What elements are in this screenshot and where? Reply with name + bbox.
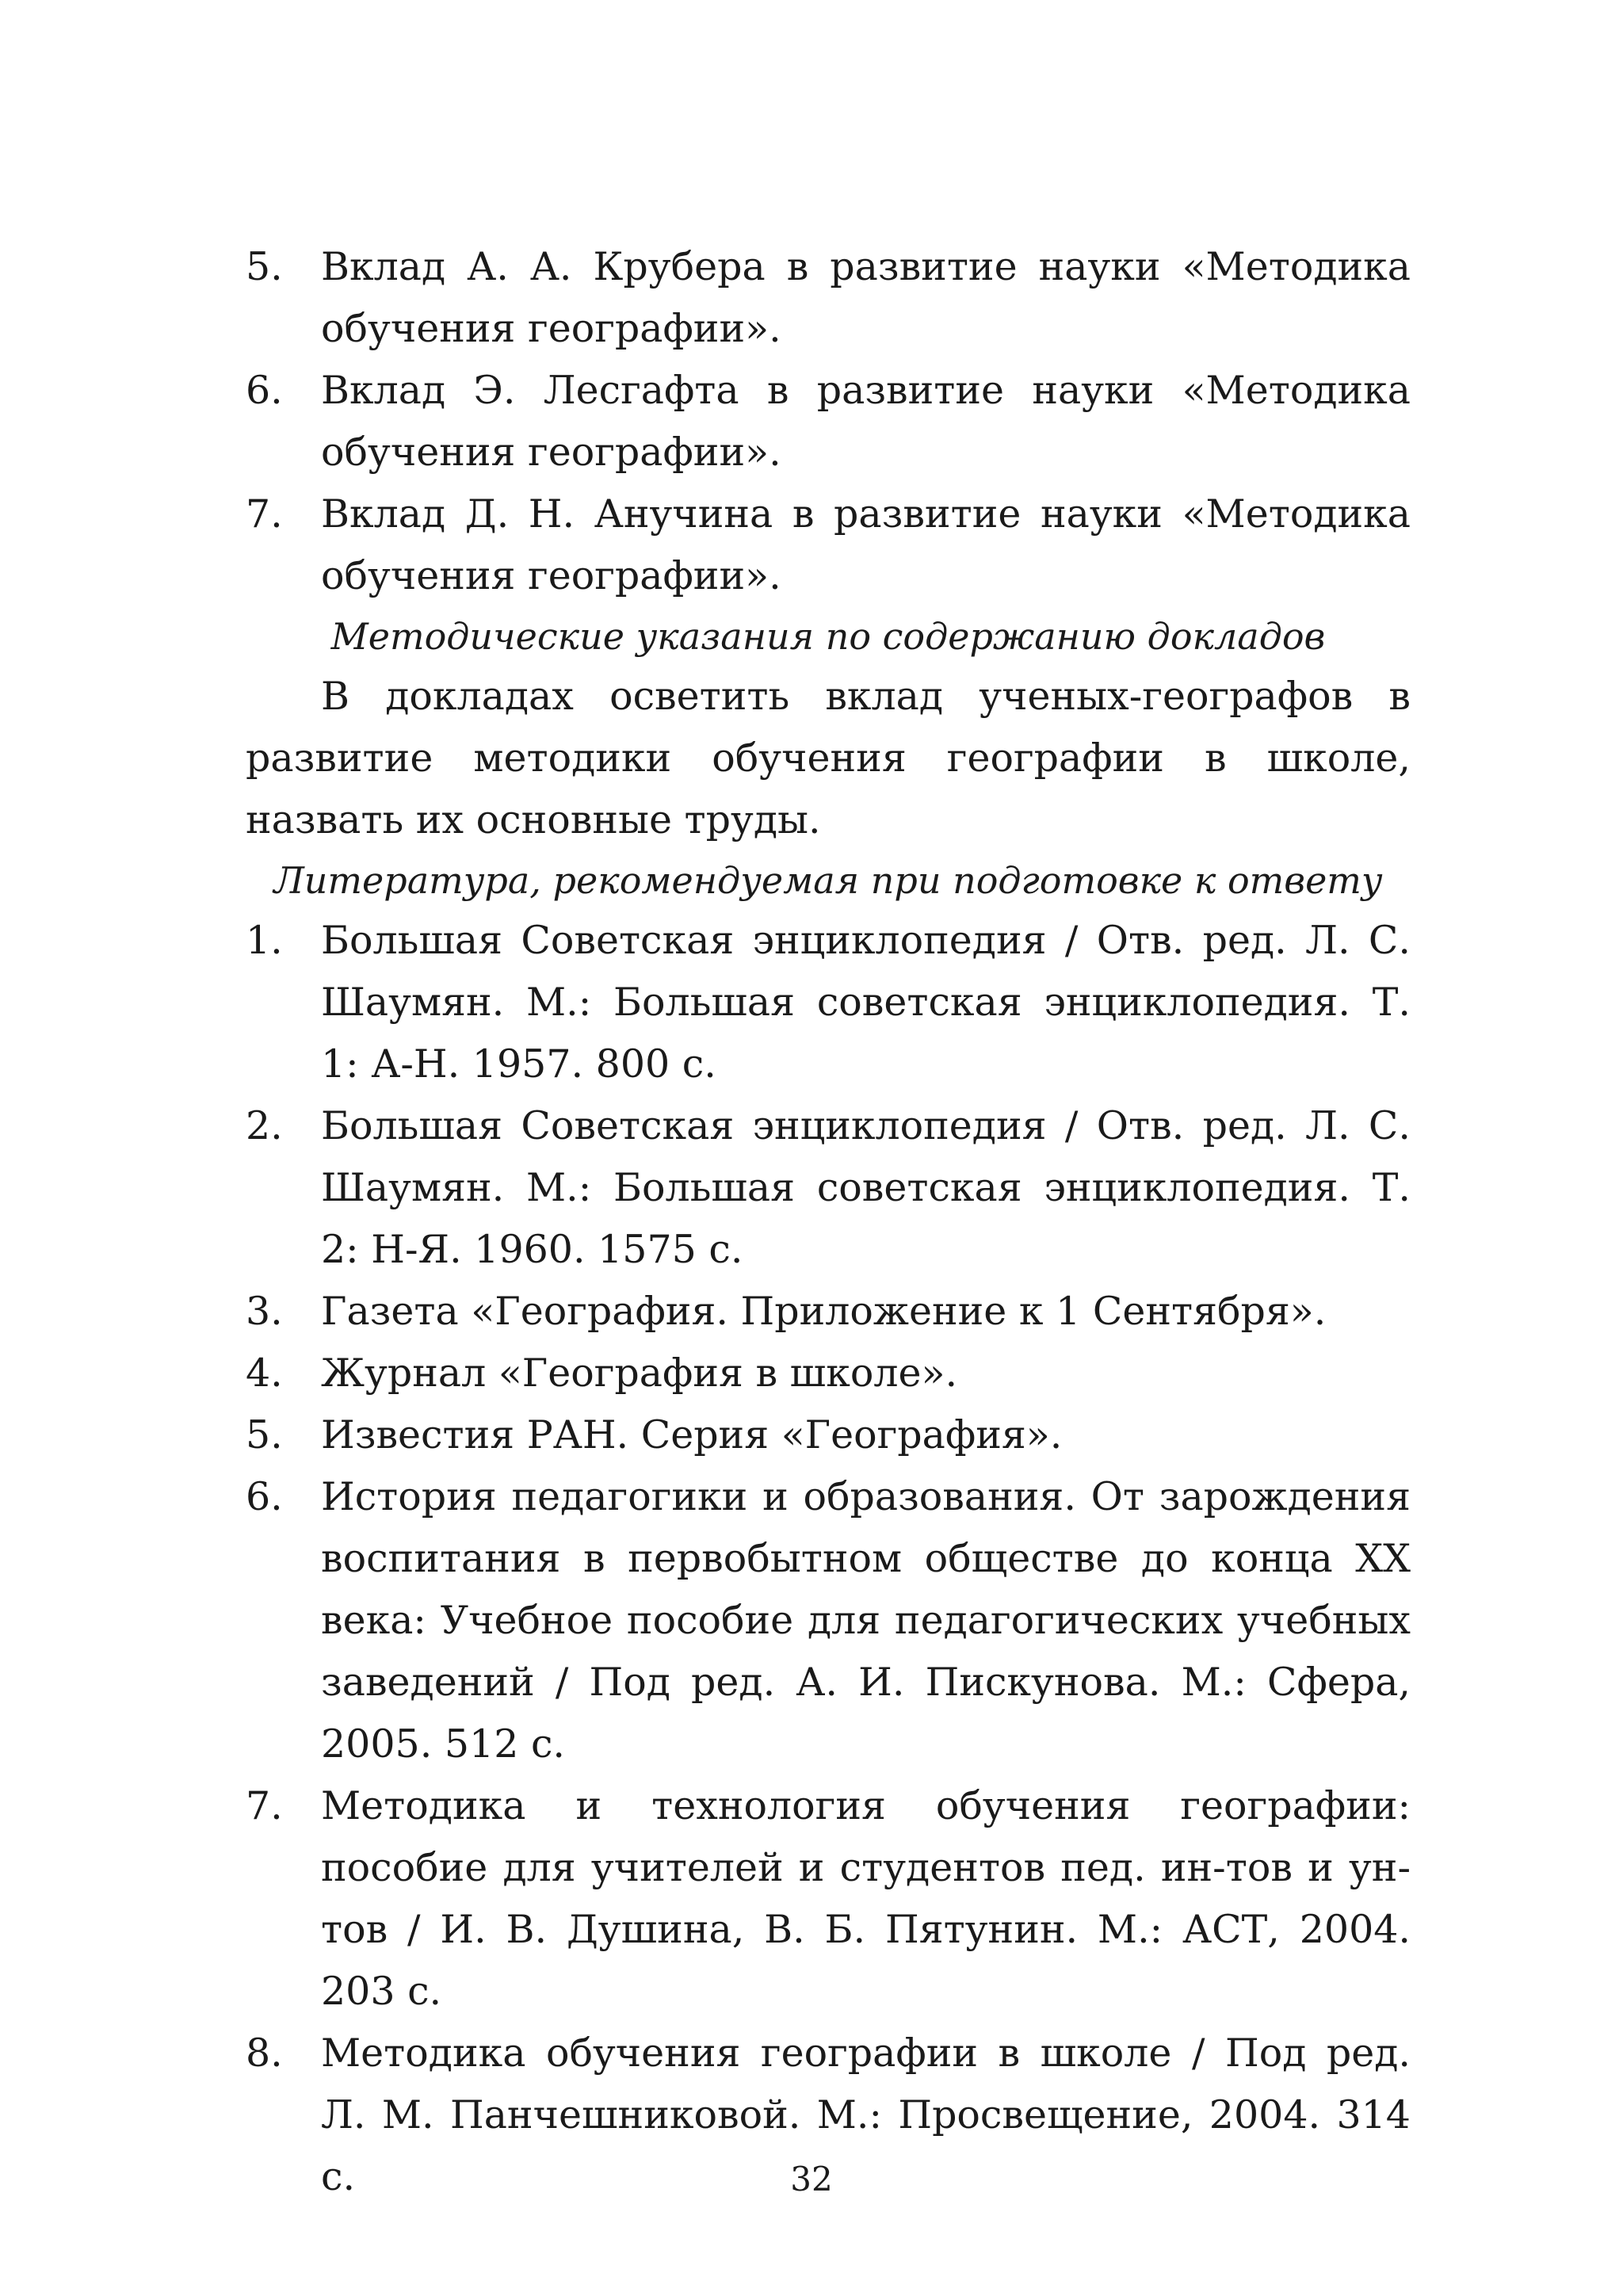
list-item — [246, 1775, 1411, 2023]
list-item-text: История педагогики и образования. От зарождения воспитания в первобытном обществе до конца XX века: Учебное пособие для педагогических учебных заведений / Под ред. А. И. Пискунова. М.: Сфера, 2005. 512 с. — [321, 1474, 1411, 1767]
report-topics-list — [246, 236, 1411, 607]
list-item-text: Методика обучения географии в школе / Под ред. Л. М. Панчешниковой. М.: Просвещение, 2004. 314 с. — [321, 2030, 1411, 2199]
list-item-text: Вклад Э. Лесгафта в развитие науки «Методика обучения географии». — [321, 368, 1411, 475]
guidelines-paragraph: В докладах осветить вклад ученых-географов в развитие методики обучения географии в школе, назвать их основные труды. — [246, 674, 1411, 842]
list-item-number: 7. — [246, 491, 283, 537]
list-item — [246, 1095, 1411, 1281]
list-item-text: Большая Советская энциклопедия / Отв. ред. Л. С. Шаумян. М.: Большая советская энциклопедия. Т. 1: А-Н. 1957. 800 с. — [321, 918, 1411, 1087]
list-item — [246, 236, 1411, 360]
list-item — [246, 1466, 1411, 1775]
list-item-number: 6. — [246, 1474, 283, 1519]
list-item-number: 5. — [246, 1412, 283, 1457]
list-item-text: Методика и технология обучения географии: пособие для учителей и студентов пед. ин-тов и ун-тов / И. В. Душина, В. Б. Пятунин. М.: АСТ, 2004. 203 с. — [321, 1783, 1411, 2014]
list-item-number: 8. — [246, 2030, 283, 2076]
list-item-number: 1. — [246, 918, 283, 963]
list-item-number: 5. — [246, 244, 283, 289]
list-item-text: Журнал «География в школе». — [321, 1350, 958, 1396]
list-item-text: Вклад А. А. Крубера в развитие науки «Методика обучения географии». — [321, 244, 1411, 351]
guidelines-heading: Методические указания по содержанию докладов — [330, 615, 1326, 658]
list-item — [246, 910, 1411, 1095]
list-item — [246, 1343, 1411, 1404]
list-item-text: Вклад Д. Н. Анучина в развитие науки «Методика обучения географии». — [321, 491, 1411, 598]
list-item-text: Большая Советская энциклопедия / Отв. ред. Л. С. Шаумян. М.: Большая советская энциклопедия. Т. 2: Н-Я. 1960. 1575 с. — [321, 1103, 1411, 1272]
list-item-text: Известия РАН. Серия «География». — [321, 1412, 1063, 1457]
literature-heading: Литература, рекомендуемая при подготовке к ответу — [273, 859, 1383, 902]
list-item — [246, 483, 1411, 607]
list-item-number: 7. — [246, 1783, 283, 1828]
list-item-number: 2. — [246, 1103, 283, 1148]
list-item — [246, 1404, 1411, 1466]
list-item-number: 4. — [246, 1350, 283, 1396]
list-item — [246, 1281, 1411, 1343]
page-content — [246, 236, 1411, 2208]
list-item — [246, 360, 1411, 483]
list-item-text: Газета «География. Приложение к 1 Сентября». — [321, 1289, 1327, 1334]
literature-list — [246, 910, 1411, 2208]
list-item-number: 6. — [246, 368, 283, 413]
page-number: 32 — [790, 2160, 833, 2199]
list-item-number: 3. — [246, 1289, 283, 1334]
